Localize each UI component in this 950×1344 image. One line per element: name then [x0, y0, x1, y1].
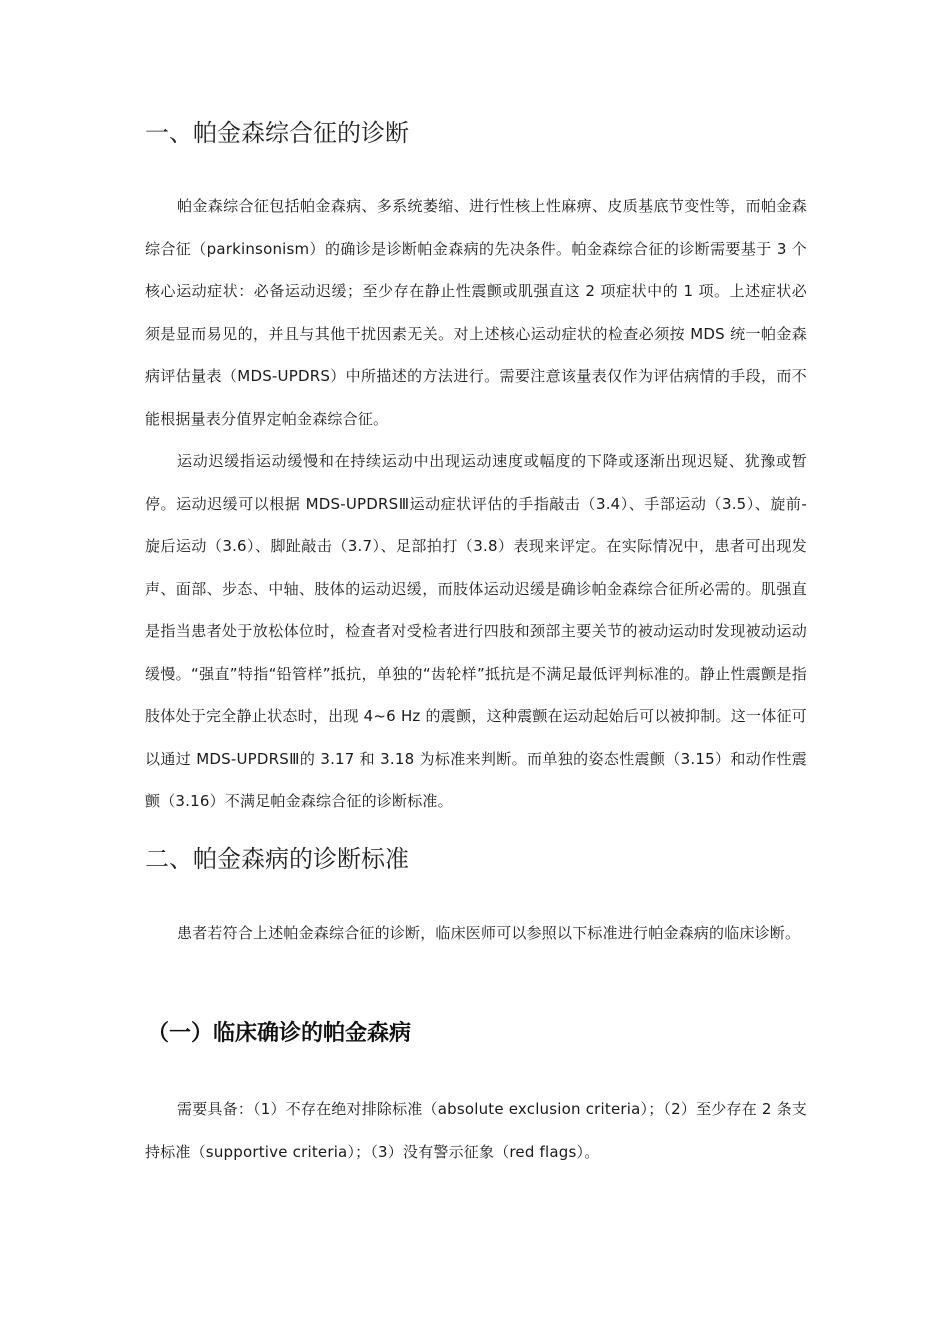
paragraph-pd-criteria-intro: 患者若符合上述帕金森综合征的诊断，临床医师可以参照以下标准进行帕金森病的临床诊断。 — [177, 924, 801, 942]
paragraph-motor-symptoms: 运动迟缓指运动缓慢和在持续运动中出现运动速度或幅度的下降或逐渐出现迟疑、犹豫或暂停。运动迟缓可以根据 MDS-UPDRSⅢ运动症状评估的手指敲击（3.4）、手部运动（3.5）、旋前-旋后运动（3.6）、脚趾敲击（3.7）、足部拍打（3.8）表现来评定。在实际情况中，患者可出现发声、面部、步态、中轴、肢体的运动迟缓，而肢体运动迟缓是确诊帕金森综合征所必需的。肌强直是指当患者处于放松体位时，检查者对受检者进行四肢和颈部主要关节的被动运动时发现被动运动缓慢。“强直”特指“铅管样”抵抗，单独的“齿轮样”抵抗是不满足最低评判标准的。静止性震颤是指肢体处于完全静止状态时，出现 4~6 Hz 的震颤，这种震颤在运动起始后可以被抑制。这一体征可以通过 MDS-UPDRSⅢ的 3.17 和 3.18 为标准来判断。而单独的姿态性震颤（3.15）和动作性震颤（3.16）不满足帕金森综合征的诊断标准。 — [145, 452, 807, 810]
section-heading-pd-criteria: 二、帕金森病的诊断标准 — [145, 845, 409, 873]
subsection-heading-clinically-established-pd: （一）临床确诊的帕金森病 — [147, 1021, 412, 1046]
section-heading-parkinsonism-diagnosis: 一、帕金森综合征的诊断 — [145, 119, 409, 147]
paragraph-clinically-established-requirements: 需要具备：（1）不存在绝对排除标准（absolute exclusion criteria）；（2）至少存在 2 条支持标准（supportive criteria）；（3）没有警示征象（red flags）。 — [145, 1100, 807, 1161]
paragraph-parkinsonism-definition: 帕金森综合征包括帕金森病、多系统萎缩、进行性核上性麻痹、皮质基底节变性等，而帕金森综合征（parkinsonism）的确诊是诊断帕金森病的先决条件。帕金森综合征的诊断需要基于 3 个核心运动症状：必备运动迟缓；至少存在静止性震颤或肌强直这 2 项症状中的 1 项。上述症状必须是显而易见的，并且与其他干扰因素无关。对上述核心运动症状的检查必须按 MDS 统一帕金森病评估量表（MDS-UPDRS）中所描述的方法进行。需要注意该量表仅作为评估病情的手段，而不能根据量表分值界定帕金森综合征。 — [145, 197, 807, 428]
